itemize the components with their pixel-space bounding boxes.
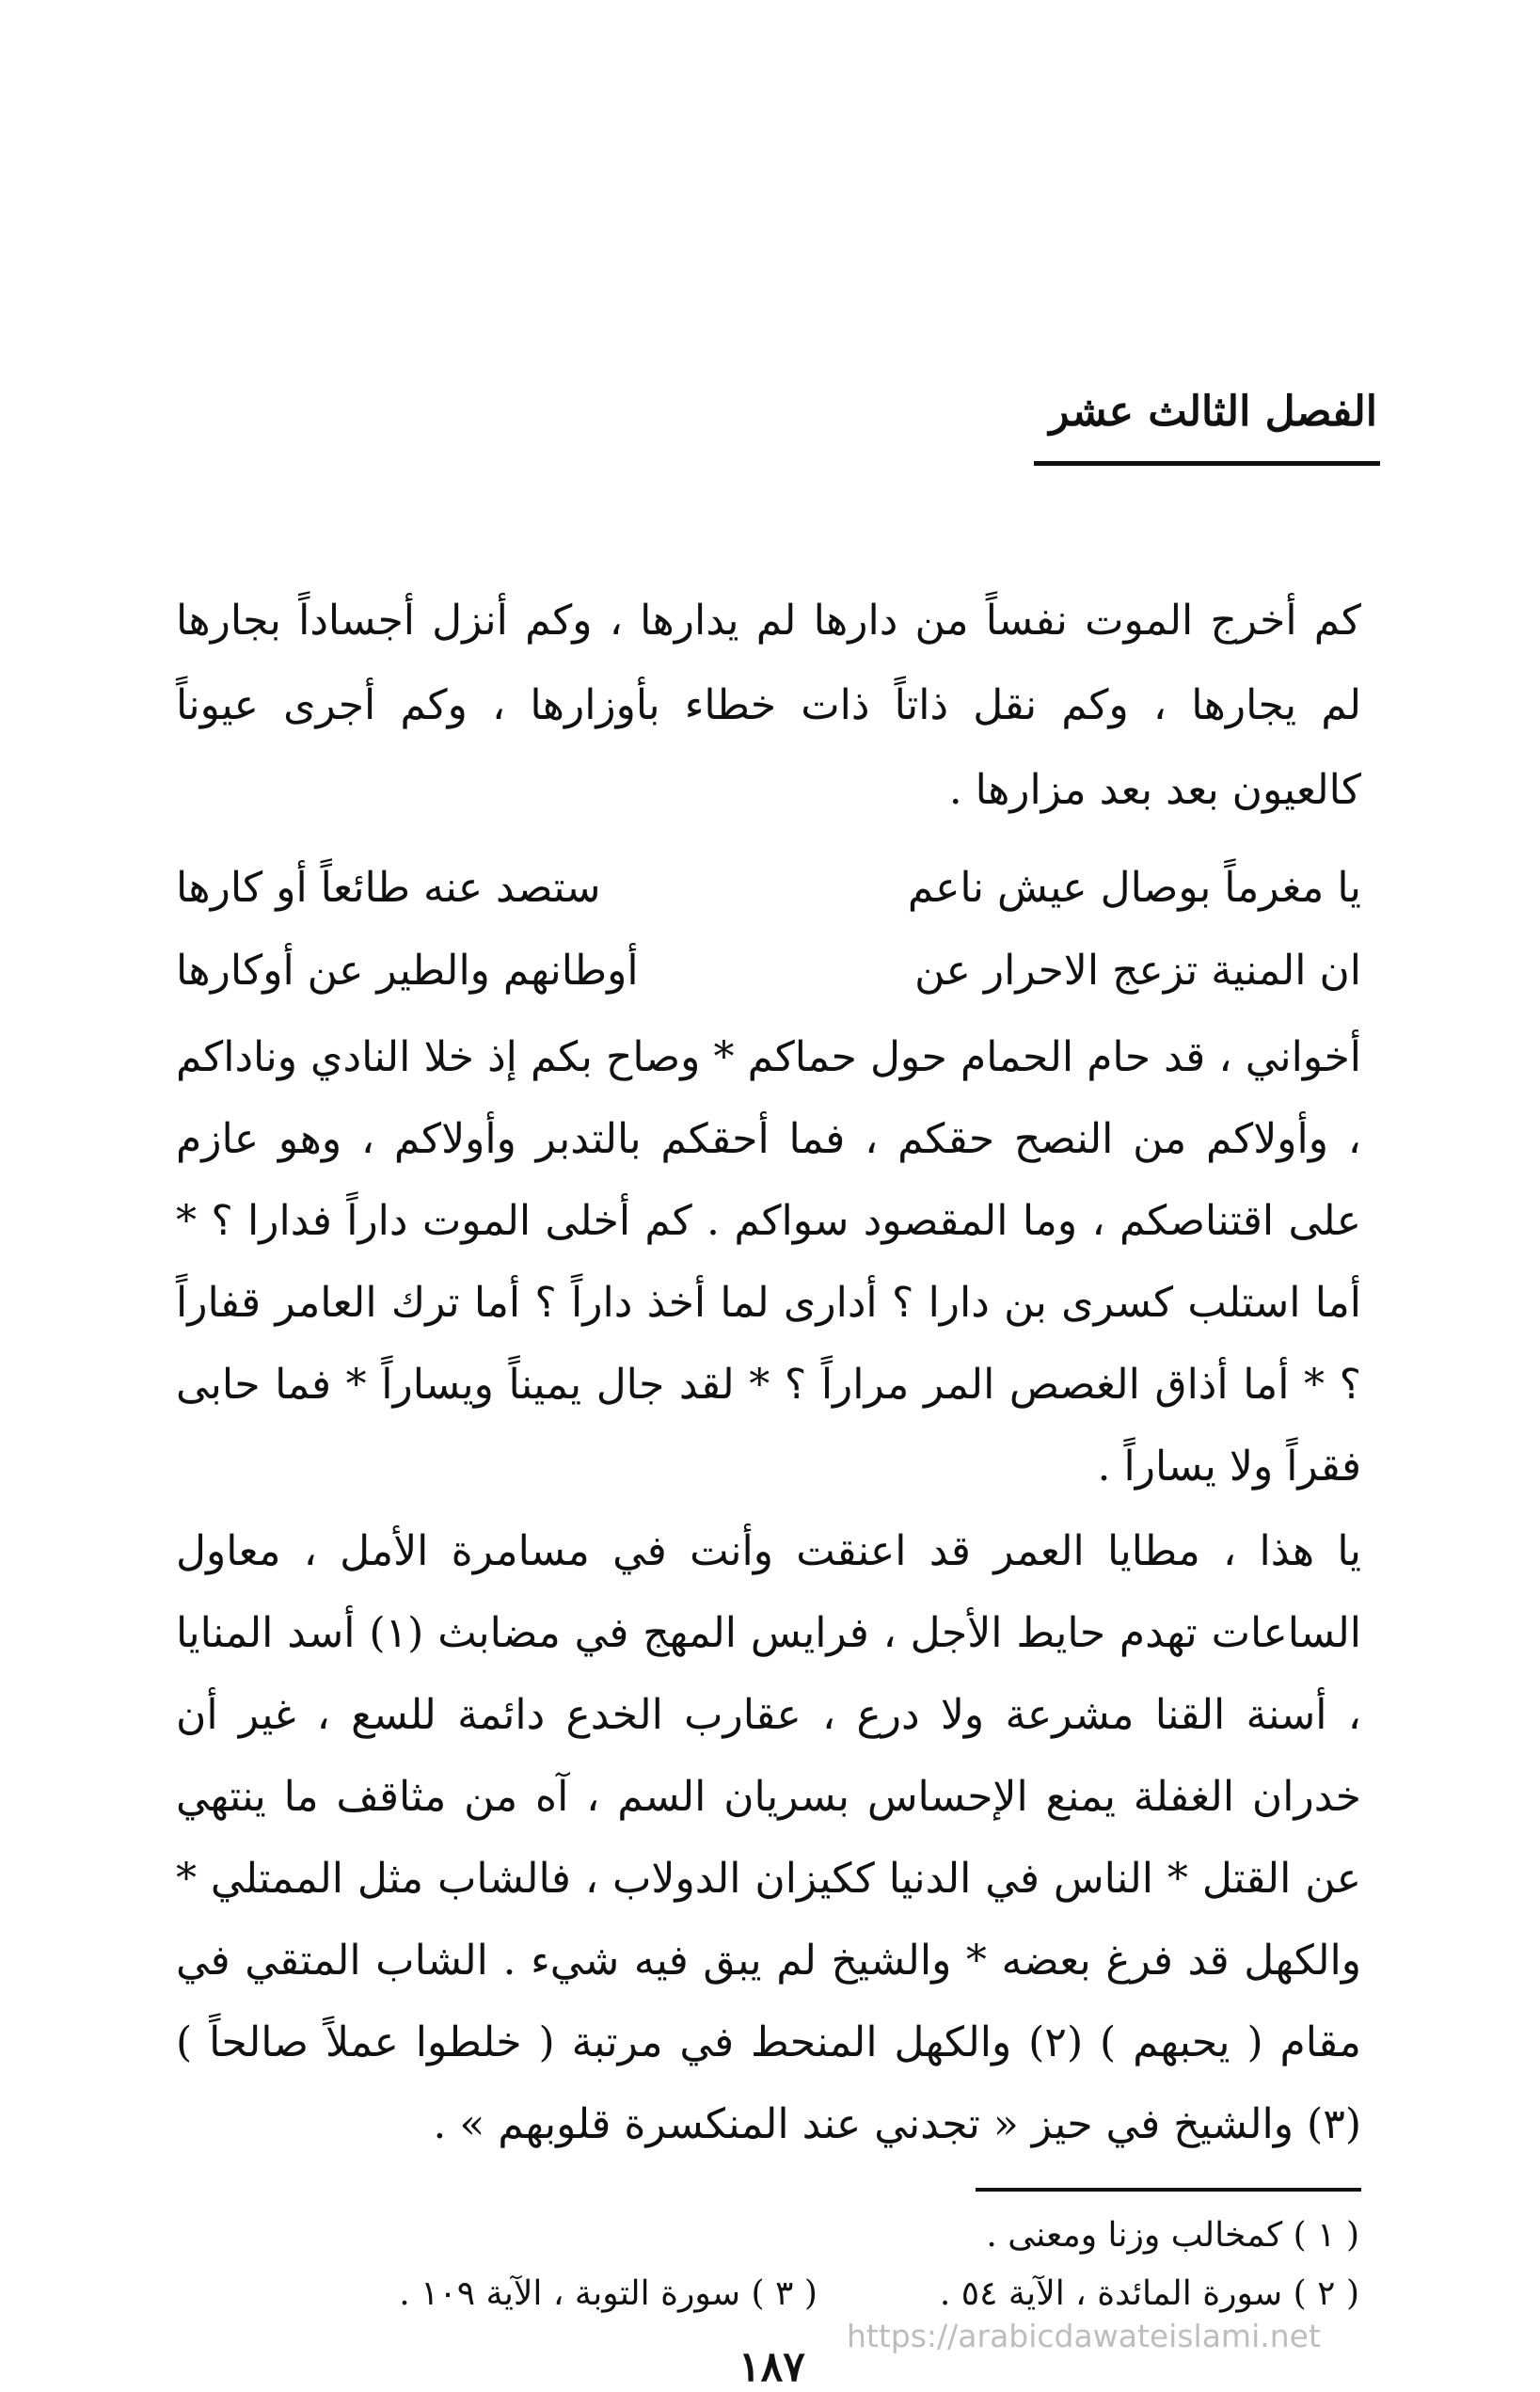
verse-2-second-hemistich: أوطانهم والطير عن أوكارها [176,947,639,995]
verse-1-second-hemistich: ستصد عنه طائعاً أو كارها [176,864,601,912]
footnotes [174,2207,1359,2323]
poem-verse-1 [176,847,1361,930]
chapter-title: الفصل الثالث عشر [1049,388,1377,436]
verse-1-first-hemistich: يا مغرماً بوصال عيش ناعم [907,864,1361,912]
watermark-url: https://arabicdawateislami.net [847,2318,1321,2354]
poem [176,847,1361,1013]
footnote-3: ( ٣ ) سورة التوبة ، الآية ١٠٩ . [399,2274,818,2313]
page-number: ١٨٧ [738,2343,805,2391]
chapter-title-underline [1034,461,1380,466]
footnote-2: ( ٢ ) سورة المائدة ، الآية ٥٤ . [939,2274,1359,2313]
footnote-separator [976,2188,1361,2192]
paragraph-1: كم أخرج الموت نفساً من دارها لم يدارها ، وكم أنزل أجساداً بجارها لم يجارها ، وكم نقل ذاتاً ذات خطاء بأوزارها ، وكم أجرى عيوناً كالعيون بعد بعد مزارها . [176,597,1361,814]
paragraph-2: أخواني ، قد حام الحمام حول حماكم * وصاح بكم إذ خلا النادي وناداكم ، وأولاكم من النصح حقكم ، فما أحقكم بالتدبر وأولاكم ، وهو عازم على اقتناصكم ، وما المقصود سواكم . كم أخلى الموت داراً فدارا ؟ * أما استلب كسرى بن دارا ؟ أدارى لما أخذ داراً ؟ أما ترك العامر قفاراً ؟ * أما أذاق الغصص المر مراراً ؟ * لقد جال يميناً ويساراً * فما حابى فقراً ولا يساراً . [176,1033,1361,1491]
footnote-row-1 [174,2207,1359,2265]
footnote-1: ( ١ ) كمخالب وزنا ومعنى . [986,2216,1359,2255]
poem-verse-2 [176,930,1361,1013]
paragraph-3: يا هذا ، مطايا العمر قد اعنقت وأنت في مسامرة الأمل ، معاول الساعات تهدم حايط الأجل ، فرايس المهج في مضابث (١) أسد المنايا ، أسنة القنا مشرعة ولا درع ، عقارب الخدع دائمة للسع ، غير أن خدران الغفلة يمنع الإحساس بسريان السم ، آه من مثاقف ما ينتهي عن القتل * الناس في الدنيا ككيزان الدولاب ، فالشاب مثل الممتلي * والكهل قد فرغ بعضه * والشيخ لم يبق فيه شيء . الشاب المتقي في مقام ( يحبهم ) (٢) والكهل المنحط في مرتبة ( خلطوا عملاً صالحاً ) (٣) والشيخ في حيز « تجدني عند المنكسرة قلوبهم » . [176,1527,1362,2148]
footnote-row-2 [174,2265,1359,2323]
verse-2-first-hemistich: ان المنية تزعج الاحرار عن [914,947,1361,995]
